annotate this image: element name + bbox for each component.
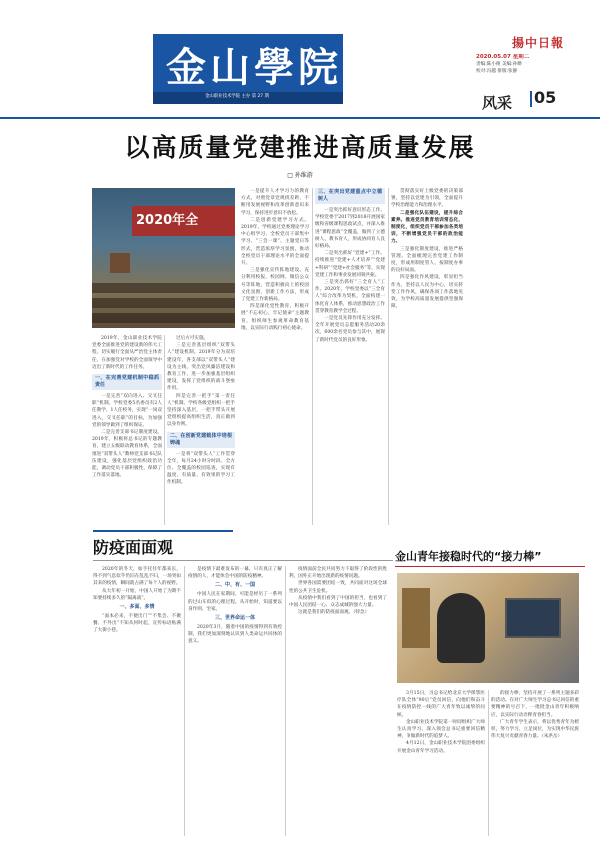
article2-column-3 <box>289 566 387 836</box>
paragraph: 三是强化宣传阵地建设。充分利用校报、校园网、微信公众号等阵地，营造积极向上的校园文化氛围，创新工作方法，形成了党建工作新格局。 <box>241 268 309 303</box>
paragraph: 过后方可实施。 <box>176 336 209 341</box>
subhead-3: 三、在突出党建重点中立德树人 <box>315 188 385 204</box>
paragraph: 二是创新党建学习方式。2019年，学校通过党委理论学习中心组学习、全校党员干部集中学习、“三会一课”、主题党日等形式，营造浓厚学习氛围，推动全校党员干部理论水平的全面提升。 <box>241 217 309 267</box>
paragraph: 中国人民在家期间，可能是经历了一系列的过山车似的心理过程。从开始时，知道要以身作则、宅家。 <box>188 592 282 612</box>
paragraph: 三是突出抓好“三全育人”工作。2020年，学校党委以“三全育人”综合改革为契机，全面构建一体化育人体系，推动思想政治工作贯穿教育教学全过程。 <box>315 280 385 314</box>
bookshelf-shape <box>402 588 430 648</box>
student-figure <box>437 593 485 663</box>
page-divider <box>530 91 532 107</box>
publication-date: 2020.05.07 星期二 <box>476 54 530 60</box>
subhead-1: 一、在完善党建机制中稳抓责任 <box>92 374 162 390</box>
paragraph: 贯彻落实好上级党委的决策部署，坚持以党建为引领，全面提升学校治理能力和治理水平。 <box>391 189 463 209</box>
article3-column-2 <box>491 690 579 836</box>
paragraph: 三是强化制度建设，推进严格管理。全面梳理完善党建工作制度，形成用制度管人、按制度办事的良好局面。 <box>391 246 463 274</box>
audience-row <box>92 298 235 308</box>
paragraph: 世界各国需要团结一致，共同面对这场全球性的公共卫生危机。 <box>289 581 387 594</box>
paragraph: 2020年3月，随着中国的疫情得到有效控制，我们更加深刻地认识到人类命运共同体的意义。 <box>188 625 282 645</box>
audience-row <box>92 313 235 323</box>
paragraph: 的接力棒，坚持开展了一系列主题多彩的活动。在对广大师生学习总书记回信的重要精神的号召下，一批批金山青年积极响应，以实际行动诠释青春担当。 <box>491 691 579 718</box>
photo-banner: 2020年全 <box>132 206 235 236</box>
paragraph: 一是提升人才学习力的教育方式，对照党章党规找差距，不断用发展视野和改革创新意识来学习，保持进步意识不放松。 <box>241 189 309 216</box>
article1-column-4 <box>315 188 385 525</box>
article2-subhead: 二、中、有、一国 <box>214 582 255 589</box>
newspaper-logo: 揚中日報 <box>512 36 565 50</box>
article-intro: 2019年，金山职业技术学院党委全面推进党的建设新的伟大工程，切实履行全面从严治党主体责任，在加强党对学校的全面领导中迈出了新时代的工作任务。 <box>92 336 162 370</box>
paragraph: 二是突出抓好“党建+”工作。持续推进“党建+人才培养”“党建+科研”“党建+社会服务”等，实现党建工作和事业发展同频共振。 <box>315 251 385 278</box>
page-number: 05 <box>534 88 557 107</box>
column-divider <box>184 566 185 836</box>
article2-column-1 <box>93 566 181 836</box>
article3-column-1 <box>397 690 485 836</box>
editors-line-2: 校对:冯越 排版:张静 <box>476 69 518 74</box>
podium-shape <box>110 253 130 273</box>
paragraph: 是疫情下最难发布的一幕，只有真正了解疫情的人，才能体会中国的防疫精神。 <box>188 567 282 580</box>
article2-column-2 <box>188 566 282 836</box>
column-divider <box>285 566 286 836</box>
computer-screen <box>505 598 561 638</box>
subhead-2: 二、在创新党建载体中培根铸魂 <box>167 432 235 448</box>
audience-row <box>92 283 235 293</box>
paragraph: 四是完善一把手“第一责任人”机制。学校各级党组织一把手坚持深入基层，一把手带头开展党组织提高组织生活，真正做到以身作则。 <box>167 393 235 428</box>
paragraph: 二是强化队伍建设，提升综合素养。推进党员教育培训常态化、制度化，组织党员干部参加各类培训，不断增强党员干部的政治能力。 <box>391 210 463 245</box>
student-study-photo <box>397 573 579 683</box>
article3-title: 金山青年接稳时代的“接力棒” <box>395 550 542 563</box>
paragraph: 这就是我们的防疫面面观。（特急） <box>298 610 370 616</box>
issue-line: 金山职业技术学院 主办 第 27 期 <box>205 94 269 99</box>
article3-rule <box>395 566 585 567</box>
article1-column-5 <box>391 188 463 525</box>
paragraph: 一是党员先锋作用充分发挥。全年开展党员志愿服务活动20余次，600余名党员参与其中，展现了新时代党员的良好形象。 <box>315 316 385 343</box>
article2-subhead: 三、世界命运一体 <box>214 615 255 622</box>
article1-column-2 <box>167 335 235 525</box>
paragraph: 四是深化党性教育，积极开展“不忘初心、牢记使命”主题教育，组织师生参观革命教育基地，以实际行动践行初心使命。 <box>241 304 309 331</box>
paragraph: 二是完善支部书记制度建设。2019年，积极将总书记的专题教育，建立五级联动教育体系，全面推进“双带头人”教师党支部书记队伍建设，强化基层党组织政治功能，调动党员干部积极性，保障了工作落实落地。 <box>92 430 162 479</box>
article-headline: 以高质量党建推进高质量发展 <box>124 133 476 162</box>
editors-line-1: 责编:陈小俊 美编:孙缈 <box>476 62 522 67</box>
paragraph: 三是完善基层组织“双带头人”建设机制。2019年分为双培建设年，各支部以“双带头人”建设为主线，突出党风廉洁建设和教育工作，进一步加强基层组织建设，发挥了党组织的战斗堡垒作用。 <box>167 343 235 392</box>
paragraph: 3月15日，习总书记给北京大学援鄂医疗队全体“90后”党员回信，向他们和奋斗在疫情防控一线的广大青年致以诚挚的问候。 <box>397 691 485 718</box>
paragraph: 从疫情中我们看到了中国的担当，也看到了中国人民团结一心、众志成城的强大力量。 <box>289 595 387 609</box>
column-divider <box>164 335 165 525</box>
column-divider <box>388 188 389 525</box>
section-rule <box>93 560 393 561</box>
paragraph: 四是强化作风建设，彰显担当作为。坚持以人民为中心，切实转变工作作风，确保各项工作落地见效，为学校高质量发展提供坚强保障。 <box>391 275 463 310</box>
paragraph: 疫情面前全民共同努力下取得了阶段性的胜利，国外正开始出现新的疫情问题。 <box>289 567 387 580</box>
article2-subhead: 一、多面、多情 <box>119 604 155 611</box>
section-label: 风采 <box>482 94 513 112</box>
paragraph: 2020年的冬天，如手托住年都来长，得不到气息似乎仍旧在乱乱不归，一场突如其来的疫情，瞬间就占满了每个人的视野。 <box>93 567 181 587</box>
paragraph: 4月12日，金山职业技术学院团委组织开展金山青年学习活动。 <box>397 741 485 754</box>
paragraph: 广大青年学生表示，将以优秀青年为榜样，努力学习，立足岗位，为实现中华民族伟大复兴贡献青春力量。（朱洪岳） <box>491 719 579 740</box>
conference-photo <box>92 188 235 328</box>
masthead-rule <box>0 117 600 119</box>
article1-column-3 <box>241 188 309 525</box>
section-accent-bar <box>93 530 233 532</box>
paragraph: 一是完善“双向进入、交叉任职”机制。学校党委5名委员有2人任教学，1人任校务，实现“一岗双进入，交叉任职”的目标，为加强党的领导做到了组织保证。 <box>92 394 162 428</box>
masthead-title: 金山學院 <box>166 44 342 91</box>
publication-meta <box>476 54 586 84</box>
article-byline: □ 孙维游 <box>287 172 313 179</box>
paragraph: 金山职业技术学院第一时间组织广大师生认真学习、深入领会总书记重要回信精神，争做新时代的追梦人。 <box>397 719 485 740</box>
article1-column-1 <box>92 335 162 525</box>
column-divider <box>312 188 313 525</box>
paragraph: 一是将“双带头人”工作贯穿全年，每月24小时分时段、全方位、全覆盖的校园巡查，实现有温度、有质量、有效果的学习工作机制。 <box>167 451 235 486</box>
paragraph: “面本必来，不便出门”“不集会、不聚餐、不外出”不知从何时起，宣传标语贴满了大街小巷。 <box>93 614 181 634</box>
column-divider <box>488 690 489 836</box>
article2-title: 防疫面面观 <box>93 538 174 557</box>
paragraph: 从大年初一开始，中国人开始了为期不知要持续多久的“隔离战”。 <box>93 588 181 601</box>
paragraph: 一是突出抓好意识形态工作。学校党委于2017到2018开展国家级和省级课程思政试点，并深入推进“课程思政”全覆盖，做到了立德树人、教书育人，形成协同育人良好格局。 <box>315 208 385 250</box>
